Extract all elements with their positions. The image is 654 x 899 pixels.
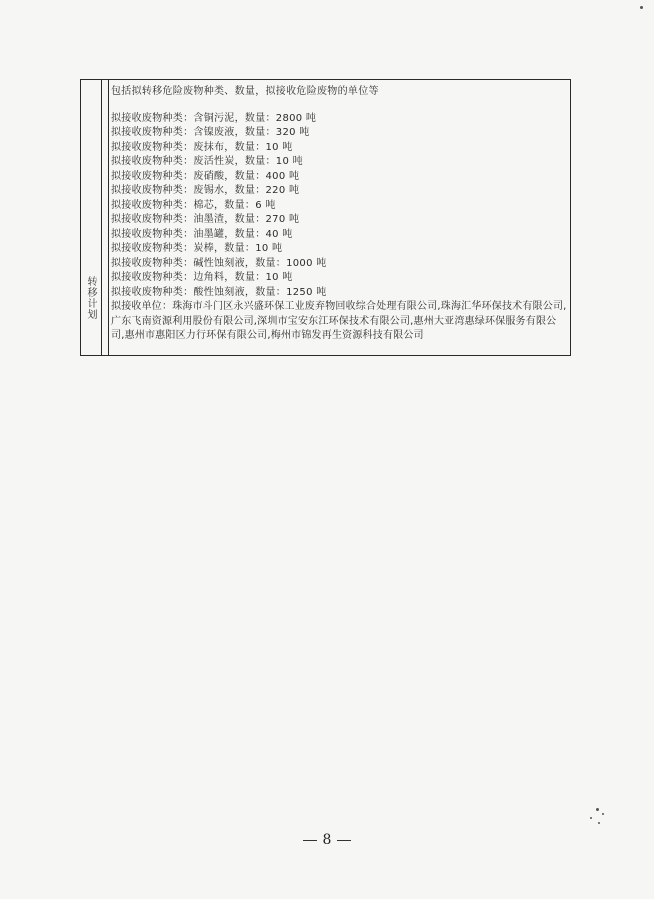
waste-item: 拟接收废物种类：废锡水，数量：220 吨 [111,185,300,196]
waste-item: 拟接收废物种类：废硝酸，数量：400 吨 [111,170,300,182]
waste-item: 拟接收废物种类：边角料，数量：10 吨 [111,272,293,283]
waste-item: 拟接收废物种类：碱性蚀刻液，数量：1000 吨 [111,257,327,269]
scan-speck [640,6,643,9]
waste-item: 拟接收废物种类：含镍废液，数量：320 吨 [111,127,310,138]
waste-item: 拟接收废物种类：油墨罐，数量：40 吨 [111,228,293,240]
row-label-cell [81,80,102,355]
waste-item: 拟接收废物种类：油墨渣，数量：270 吨 [111,214,300,225]
row-label: 转移计划 [85,276,96,320]
scan-speck [602,813,604,815]
waste-item: 拟接收废物种类：含铜污泥，数量：2800 吨 [111,112,317,124]
receiving-units: 拟接收单位：珠海市斗门区永兴盛环保工业废弃物回收综合处理有限公司,珠海汇华环保技术有限公司,广东飞南资源利用股份有限公司,深圳市宝安东江环保技术有限公司,惠州大亚湾惠绿环保服务有限公司,惠州市惠阳区力行环保有限公司,梅州市锦发再生资源科技有限公司 [111,301,567,341]
scan-speck [590,817,592,819]
content-header: 包括拟转移危险废物种类、数量，拟接收危险废物的单位等 [111,86,379,97]
waste-item: 拟接收废物种类：炭棒，数量：10 吨 [111,243,283,254]
page-number: 8 [322,832,332,848]
waste-item: 拟接收废物种类：棉芯，数量：6 吨 [111,199,276,211]
footer-dash-left [303,840,317,841]
table-gap-column [102,80,109,355]
page-footer [0,832,654,848]
scan-speck [598,822,600,824]
waste-item: 拟接收废物种类：废抹布，数量：10 吨 [111,141,293,153]
transfer-plan-table [80,79,571,356]
waste-item: 拟接收废物种类：废活性炭，数量：10 吨 [111,156,303,167]
footer-dash-right [337,840,351,841]
scan-speck [596,808,599,811]
content-cell [111,85,568,344]
waste-item: 拟接收废物种类：酸性蚀刻液，数量：1250 吨 [111,286,327,298]
